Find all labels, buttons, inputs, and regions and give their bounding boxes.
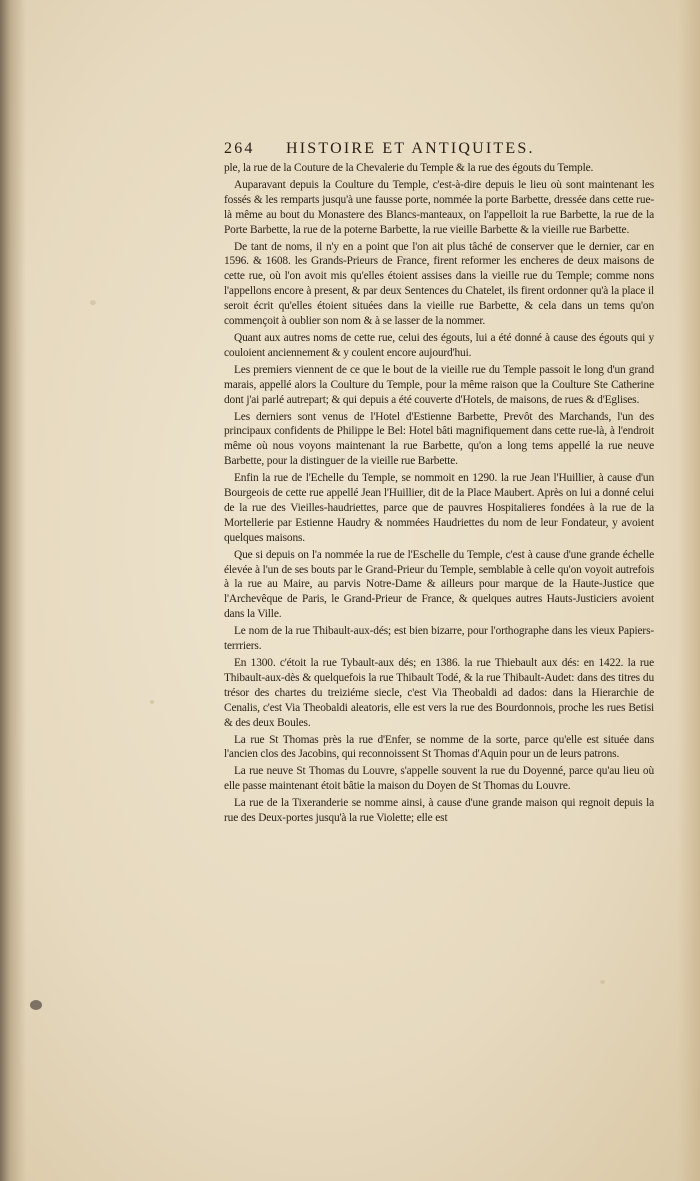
paragraph: Les premiers viennent de ce que le bout de la vieille rue du Temple passoit le long d'un grand marais, appellé alors la Coulture du Temple, pour la même raison que la Coulture Ste Catherine dont j'ai parlé autrepart; & qui depuis a été couverte d'Hotels, de maisons, de rues & d'Eglises.	[224, 363, 654, 406]
paragraph: Enfin la rue de l'Echelle du Temple, se nommoit en 1290. la rue Jean l'Huillier, à cause d'un Bourgeois de cette rue appellé Jean l'Huillier, dit de la Place Maubert. Après on lui a donné celui de la rue des Vieilles-haudriettes, parce que de pauvres Hospitalieres fondées à la rue de la Mortellerie par Estienne Haudry & nommées Haudriettes du nom de leur Fondateur, y avoient quelques maisons.	[224, 472, 654, 544]
running-head	[224, 140, 664, 160]
paragraph: Que si depuis on l'a nommée la rue de l'Eschelle du Temple, c'est à cause d'une grande échelle élevée à l'un de ses bouts par le Grand-Prieur du Temple, semblable à celle qu'on voyoit autrefois à la rue au Maire, au parvis Notre-Dame & ailleurs pour marque de la Haute-Justice que l'Archevêque de Paris, le Grand-Prieur de France, & quelques autres Hauts-Justiciers avoient dans la Ville.	[224, 548, 654, 621]
paragraph: De tant de noms, il n'y en a point que l'on ait plus tâché de conserver que le dernier, car en 1596. & 1608. les Grands-Prieurs de France, firent reformer les encheres de deux maisons de cette rue, où l'on avoit mis qu'elles étoient assises dans la vieille rue du Temple; comme nons l'appellons encore à present, & par deux Sentences du Chatelet, ils firent ordonner qu'à la place il seroit écrit qu'elles étoient situées dans la vieille rue Barbette, & cela dans un tems qu'on commençoit à oublier son nom & à se lasser de la nommer.	[224, 240, 654, 328]
paragraph: La rue de la Tixeranderie se nomme ainsi, à cause d'une grande maison qui regnoit depuis la rue des Deux-portes jusqu'à la rue Violette; elle est	[224, 797, 654, 825]
paragraph: Le nom de la rue Thibault-aux-dés; est bien bizarre, pour l'orthographe dans les vieux Papiers-terrriers.	[224, 625, 654, 653]
paragraph: En 1300. c'étoit la rue Tybault-aux dés; en 1386. la rue Thiebault aux dés: en 1422. la rue Thibault-aux-dès & quelquefois la rue Thibault Todé, & la rue Thibault-Audet: dans des titres du trésor des chartes du treiziéme siecle, c'est Via Theobaldi ad dados: dans la Hierarchie de Cenalis, c'est Via Theobaldi aleatoris, elle est vers la rue des Bourdonnois, proche les rues Betisi & des deux Boules.	[224, 657, 654, 729]
foxing-spot	[150, 700, 154, 704]
page-number: 264	[224, 140, 255, 157]
foxing-spot	[90, 300, 96, 305]
paragraph: La rue St Thomas près la rue d'Enfer, se nomme de la sorte, parce qu'elle est située dans l'ancien clos des Jacobins, qui reconnoissent St Thomas d'Aquin pour un de leurs patrons.	[224, 733, 654, 761]
body-text	[224, 161, 654, 828]
foxing-spot	[600, 980, 605, 984]
paragraph: Les derniers sont venus de l'Hotel d'Estienne Barbette, Prevôt des Marchands, l'un des principaux confidents de Philippe le Bel: Hotel bâti magnifiquement dans cette rue-là, à l'endroit même où nous voyons maintenant la rue Barbette, qu'on a long tems appellé la rue neuve Barbette, pour la distinguer de la vieille rue Barbette.	[224, 410, 654, 468]
running-title: HISTOIRE ET ANTIQUITES.	[286, 140, 535, 157]
paragraph-continuation: ple, la rue de la Couture de la Chevalerie du Temple & la rue des égouts du Temple.	[224, 162, 594, 174]
ink-stain	[30, 1000, 42, 1010]
paragraph: Auparavant depuis la Coulture du Temple, c'est-à-dire depuis le lieu où sont maintenant les fossés & les remparts jusqu'à une fausse porte, nommée la porte Barbette, dressée dans cette rue-là même au bout du Monastere des Blancs-manteaux, on l'appelloit la rue Barbette, la rue de la Porte Barbette, la rue de la poterne Barbette, la rue vieille Barbette & la vieille rue Barbette.	[224, 178, 654, 236]
paragraph: La rue neuve St Thomas du Louvre, s'appelle souvent la rue du Doyenné, parce qu'au lieu où elle passe maintenant étoit bâtie la maison du Doyen de St Thomas du Louvre.	[224, 765, 654, 793]
paragraph: Quant aux autres noms de cette rue, celui des égouts, lui a été donné à cause des égouts qui y couloient anciennement & y coulent encore aujourd'hui.	[224, 331, 654, 359]
